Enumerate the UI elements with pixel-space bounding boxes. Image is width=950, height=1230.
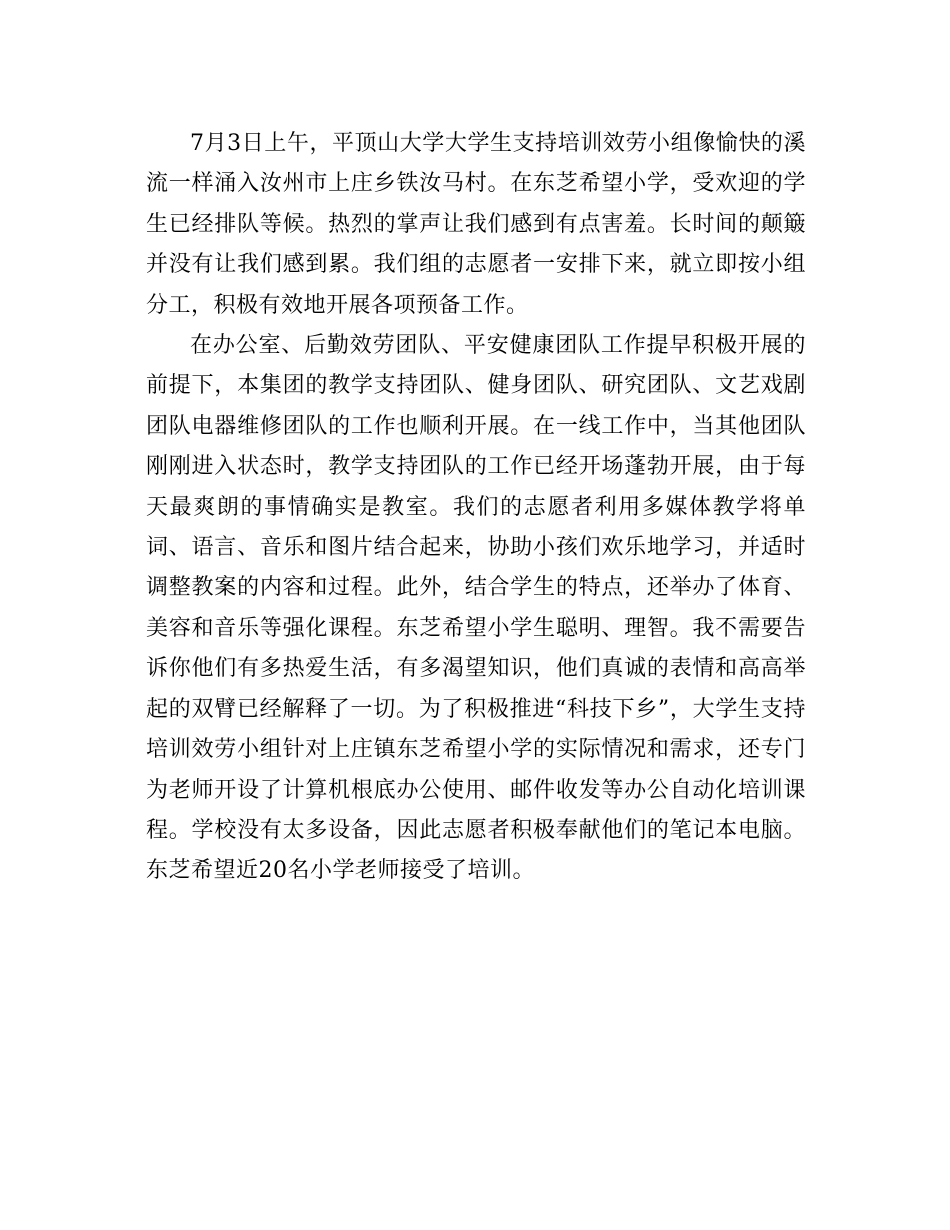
paragraph-team-work: 在办公室、后勤效劳团队、平安健康团队工作提早积极开展的前提下，本集团的教学支持团队、健身团队、研究团队、文艺戏剧团队电器维修团队的工作也顺利开展。在一线工作中，当其他团队刚刚进入状态时，教学支持团队的工作已经开场蓬勃开展，由于每天最爽朗的事情确实是教室。我们的志愿者利用多媒体教学将单词、语言、音乐和图片结合起来，协助小孩们欢乐地学习，并适时调整教案的内容和过程。此外，结合学生的特点，还举办了体育、美容和音乐等强化课程。东芝希望小学生聪明、理智。我不需要告诉你他们有多热爱生活，有多渴望知识，他们真诚的表情和高高举起的双臂已经解释了一切。为了积极推进“科技下乡”，大学生支持培训效劳小组针对上庄镇东芝希望小学的实际情况和需求，还专门为老师开设了计算机根底办公使用、邮件收发等办公自动化培训课程。学校没有太多设备，因此志愿者积极奉献他们的笔记本电脑。东芝希望近20名小学老师接受了培训。 xyxy=(146,333,806,884)
document-body xyxy=(146,124,806,892)
paragraph-arrival: 7月3日上午，平顶山大学大学生支持培训效劳小组像愉快的溪流一样涌入汝州市上庄乡铁汝马村。在东芝希望小学，受欢迎的学生已经排队等候。热烈的掌声让我们感到有点害羞。长时间的颠簸并没有让我们感到累。我们组的志愿者一安排下来，就立即按小组分工，积极有效地开展各项预备工作。 xyxy=(146,131,806,318)
